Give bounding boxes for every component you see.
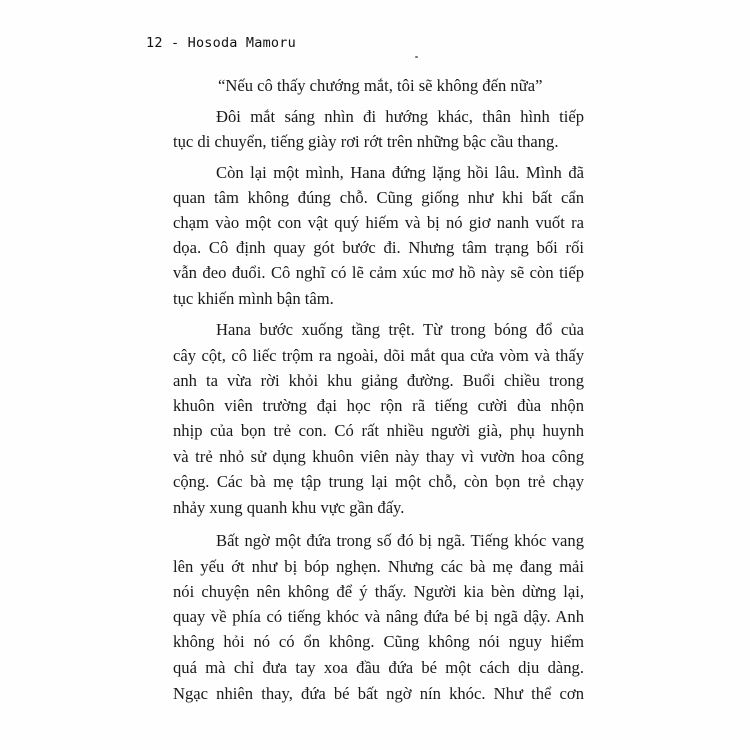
paragraph-line: nhảy xung quanh khu vực gần đấy. bbox=[173, 498, 405, 517]
running-head: 12 - Hosoda Mamoru bbox=[146, 35, 296, 51]
paragraph-line: Ngạc nhiên thay, đứa bé bất ngờ nín khóc. Như thể cơn bbox=[173, 684, 584, 703]
paragraph-line: Hana bước xuống tầng trệt. Từ trong bóng đổ của bbox=[216, 320, 584, 339]
paragraph-line: Còn lại một mình, Hana đứng lặng hồi lâu. Mình đã bbox=[216, 163, 584, 182]
paragraph-line: anh ta vừa rời khỏi khu giảng đường. Buổi chiều trong bbox=[173, 371, 584, 390]
paragraph-line: quay về phía có tiếng khóc và nâng đứa bé bị ngã dậy. Anh bbox=[173, 607, 584, 626]
paragraph-line: tục di chuyển, tiếng giày rơi rớt trên những bậc cầu thang. bbox=[173, 132, 559, 151]
paragraph-line: chạm vào một con vật quý hiếm và bị nó giơ nanh vuốt ra bbox=[173, 213, 584, 232]
paragraph-line: nhịp của bọn trẻ con. Có rất nhiều người già, phụ huynh bbox=[173, 421, 584, 440]
paragraph-line: lên yếu ớt như bị bóp nghẹn. Nhưng các bà mẹ đang mải bbox=[173, 557, 584, 576]
scan-speck bbox=[415, 56, 418, 58]
paragraph-line: quan tâm không đúng chỗ. Cũng giống như khi bất cẩn bbox=[173, 188, 584, 207]
paragraph-line: vẫn đeo đuổi. Cô nghĩ có lẽ cảm xúc mơ hồ này sẽ còn tiếp bbox=[173, 263, 584, 282]
paragraph-line: không hỏi nó có ổn không. Cũng không nói nguy hiểm bbox=[173, 632, 584, 651]
paragraph-line: “Nếu cô thấy chướng mắt, tôi sẽ không đến nữa” bbox=[218, 76, 543, 95]
paragraph-line: khuôn viên trường đại học rộn rã tiếng cười đùa nhộn bbox=[173, 396, 584, 415]
paragraph-line: cộng. Các bà mẹ tập trung lại một chỗ, còn bọn trẻ chạy bbox=[173, 472, 584, 491]
paragraph-line: tục khiến mình bận tâm. bbox=[173, 289, 334, 308]
paragraph-line: dọa. Cô định quay gót bước đi. Nhưng tâm trạng bối rối bbox=[173, 238, 584, 257]
paragraph-line: Bất ngờ một đứa trong số đó bị ngã. Tiếng khóc vang bbox=[216, 531, 584, 550]
paragraph-line: và trẻ nhỏ sử dụng khuôn viên này thay vì vườn hoa công bbox=[173, 447, 584, 466]
paragraph-line: quá mà chỉ đưa tay xoa đầu đứa bé một cách dịu dàng. bbox=[173, 658, 584, 677]
paragraph-line: cây cột, cô liếc trộm ra ngoài, dõi mắt qua cửa vòm và thấy bbox=[173, 346, 584, 365]
paragraph-line: Đôi mắt sáng nhìn đi hướng khác, thân hình tiếp bbox=[216, 107, 584, 126]
paragraph-line: nói chuyện nên không để ý thấy. Người kia bèn dừng lại, bbox=[173, 582, 584, 601]
